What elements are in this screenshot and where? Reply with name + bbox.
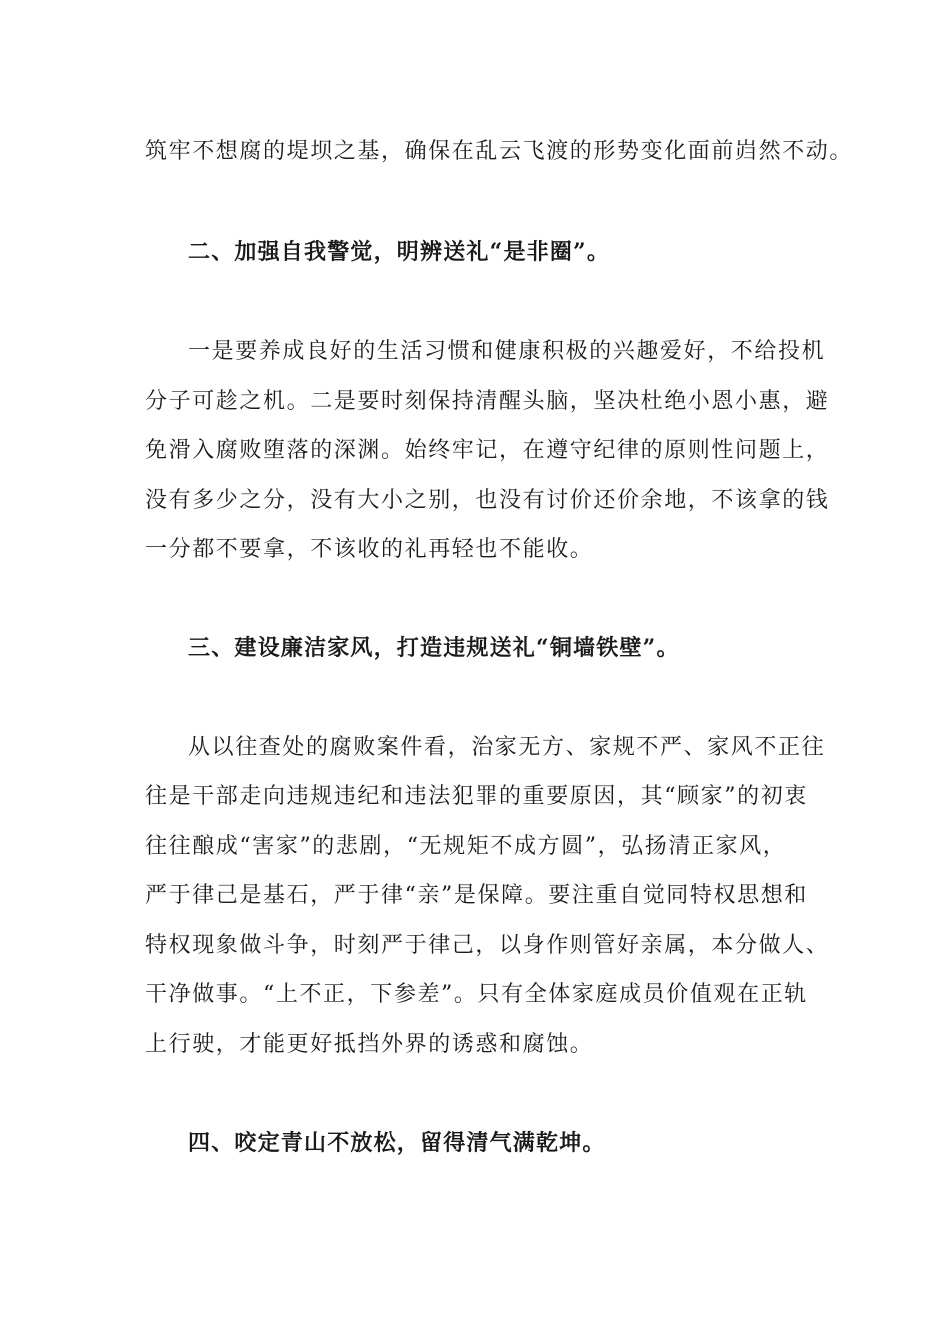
paragraph-line: 分子可趁之机。二是要时刻保持清醒头脑，坚决杜绝小恩小惠，避 [145,389,830,414]
paragraph-line: 上行驶，才能更好抵挡外界的诱惑和腐蚀。 [145,1032,594,1057]
paragraph-line: 从以往查处的腐败案件看，治家无方、家规不严、家风不正往 [188,735,826,760]
section-heading-3: 三、建设廉洁家风，打造违规送礼“铜墙铁壁”。 [188,635,680,661]
paragraph-line: 干净做事。“上不正，下参差”。只有全体家庭成员价值观在正轨 [145,982,808,1007]
paragraph-line: 严于律己是基石，严于律“亲”是保障。要注重自觉同特权思想和 [145,883,808,908]
paragraph-line: 往是干部走向违规违纪和违法犯罪的重要原因，其“顾家”的初衷 [145,784,808,809]
paragraph-line: 一分都不要拿，不该收的礼再轻也不能收。 [145,537,594,562]
paragraph-line: 免滑入腐败堕落的深渊。始终牢记，在遵守纪律的原则性问题上， [145,438,830,463]
section-heading-2: 二、加强自我警觉，明辨送礼“是非圈”。 [188,239,611,265]
intro-line: 筑牢不想腐的堤坝之基，确保在乱云飞渡的形势变化面前岿然不动。 [145,139,854,164]
section-heading-4: 四、咬定青山不放松，留得清气满乾坤。 [188,1130,606,1156]
paragraph-line: 特权现象做斗争，时刻严于律己，以身作则管好亲属，本分做人、 [145,933,830,958]
paragraph-line: 没有多少之分，没有大小之别，也没有讨价还价余地，不该拿的钱 [145,488,830,513]
paragraph-line: 往往酿成“害家”的悲剧，“无规矩不成方圆”，弘扬清正家风， [145,834,787,859]
paragraph-line: 一是要养成良好的生活习惯和健康积极的兴趣爱好，不给投机 [188,339,826,364]
